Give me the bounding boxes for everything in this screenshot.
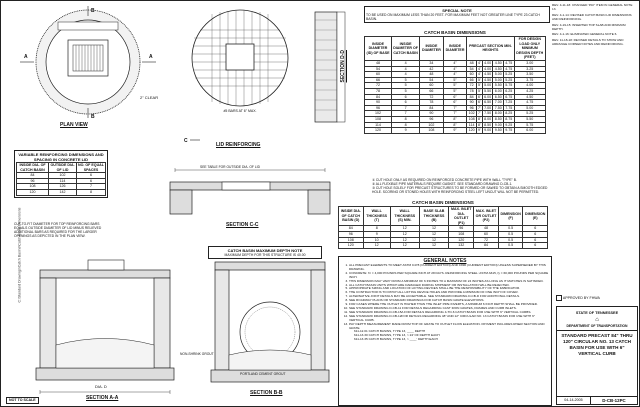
cbd2-cell: 0.5 (498, 237, 523, 243)
cbd1-cell: 96 (365, 105, 392, 111)
cbd2-cell: 84 (474, 243, 499, 249)
cbd1-cell: 4 (392, 66, 420, 72)
cbd2-cell: 12 (390, 231, 419, 237)
cbd1-cell: 114 (468, 122, 475, 127)
cbd1-cell: 7 (392, 111, 420, 117)
fhwa-approval (556, 295, 636, 301)
vr-cell: 6 (76, 173, 105, 179)
cbd1-cell: 42 (420, 66, 444, 72)
cbd1-cell: 5.50 (484, 88, 492, 93)
cbd1-cell: 5.25 (514, 111, 545, 117)
cbd1-row (365, 128, 546, 134)
cbd1-cell: 4.00 (514, 83, 545, 89)
cbd2-cell: 8 (363, 226, 390, 232)
cbd1-cell: 9.50 (494, 128, 502, 133)
label-see-table: SEE TABLE FOR OUTSIDE DIA. OF LID (200, 165, 260, 169)
cbd1-cell: 7.50 (494, 105, 502, 110)
cbd1-cell: 78 (420, 100, 444, 106)
cbd1-cell: 60 (467, 72, 477, 78)
variable-reinforcing-title: VARIABLE REINFORCING DIMENSIONS AND SPACING IN CONCRETE LID (18, 152, 104, 162)
cbd1-cell: 6.75 (505, 94, 513, 99)
label-clear: 2" CLEAR (140, 95, 159, 100)
general-note: 4. ALL CATCH BASIN UNITS WHICH ARE DAMAGED DURING SHIPMENT OR INSTALLATION WILL BE REJECTED. (349, 284, 550, 288)
drawing-number: D-CB-12PC (602, 398, 626, 403)
cbd2-header: WALL THICKNESS (T) (363, 207, 390, 226)
cbd1-cell: 66 (467, 77, 477, 83)
vr-cell: 6 (76, 178, 105, 184)
cb-dimensions-1-table (364, 36, 546, 134)
cbd1-cell: 6 (392, 100, 420, 106)
cbd1-cell: 5" (443, 88, 467, 94)
drawing-date: 04-14-2005 (557, 397, 591, 404)
cbd1-cell: 6 (392, 94, 420, 100)
cbd1-cell: 6' (478, 100, 481, 105)
cbd1-cell: 72 (365, 83, 392, 89)
cbd2-cell: 0.5 (498, 226, 523, 232)
cbd1-cell: 6.00 (514, 128, 545, 134)
variable-reinforcing-box (14, 150, 108, 198)
cbd1-cell: 48 (467, 60, 477, 66)
section-bb-title: SECTION B-B (250, 390, 283, 396)
pay-item: 611-12.01 CATCH BASINS, TYPE 13, ____ DEPTH (354, 329, 426, 334)
vr-cell: 102 (49, 173, 77, 179)
cbd1-cell: 3.75 (514, 77, 545, 83)
cb-dimensions-2 (338, 200, 548, 249)
vr-cell: 84 (17, 173, 49, 179)
pay-item: 611-13.35 CATCH BASINS, TYPE 13, > ____' DEPTH EACH (354, 337, 438, 342)
cbd1-cell: 3.00 (514, 60, 545, 66)
cbd1-cell: 7" (443, 105, 467, 111)
cbd1-cell: 6.25 (505, 88, 513, 93)
cbd1-cell: 4.50 (514, 94, 545, 100)
max-depth-note-title: CATCH BASIN MAXIMUM DEPTH NOTE (227, 248, 303, 253)
vr-header: INSIDE DIA. OF CATCH BASIN (17, 163, 49, 173)
lid-reinforcing (192, 10, 288, 113)
section-cc-title: SECTION C-C (226, 222, 259, 228)
cbd2-cell: 108 (449, 231, 474, 237)
cbd2-cell: 12 (419, 226, 448, 232)
margin-filepath: C:\Standard Drawings\Catch Basins\Catch Basin Dimensions (17, 207, 22, 303)
vr-row (17, 189, 106, 195)
cbd1-cell: 5.25 (505, 77, 513, 82)
cbd2-cell: 132 (449, 243, 474, 249)
general-note: 3. THIS DIMENSION MAY VARY FROM A MINIMUM OF 6 INCHES TO A MAXIMUM OF 24 INCHES AS LONG AS IT MATCHES IS SATISFIED. (349, 280, 550, 284)
cbd1-cell: 7.00 (484, 105, 492, 110)
variable-reinforcing-table (16, 162, 106, 196)
variable-reinforcing-note: CUT-TO-FIT DIAMETER FOR TOP REINFORCING BARS EQUALS OUTSIDE DIAMETER OF LID MINUS RELIEVED ADDITIONAL BARS AS REQUIRED FOR THE LARGER OPENINGS AS DEPICTED IN THE PLAN VIEW. (14, 222, 102, 238)
cbd2-cell: 96 (449, 226, 474, 232)
cbd1-cell: 9.25 (505, 122, 513, 127)
cbd1-cell: 5.00 (484, 83, 492, 88)
cbd2-header: BASE SLAB THICKNESS (B) (419, 207, 448, 226)
vr-cell: 126 (49, 184, 77, 190)
cbd2-header: MAX. INLET DIA. OUTLET (P1) (449, 207, 474, 226)
cb-dimensions-1-title: CATCH BASIN DIMENSIONS (424, 30, 486, 35)
cbd1-cell: 78 (467, 88, 477, 94)
cbd1-cell: 7.00 (494, 100, 502, 105)
general-note: 7. ALTERNATIVE JOINT DETAILS MAY BE ACCEPTABLE. SEE STANDARD DRAWING D-CB-D FOR ADDITIONAL DETAILS. (349, 295, 550, 299)
cbd1-cell: 72 (420, 94, 444, 100)
cbd2-cell: 12 (419, 243, 448, 249)
cbd1-cell: 120 (365, 128, 392, 134)
cbd1-cell: 84 (365, 94, 392, 100)
max-depth-note-box (208, 246, 322, 259)
cbd1-cell: 8.75 (505, 116, 513, 121)
svg-text:#5 BARS AT 6" MAX.: #5 BARS AT 6" MAX. (223, 109, 257, 113)
revision-note: REV. 4-11-18: CHANGED 'PAY' ITEM IN GENERAL NOTE 13. (552, 3, 633, 11)
cbd1-cell: 7.25 (505, 100, 513, 105)
cbd1-cell: 4' (478, 66, 481, 71)
cbd1-note-2-text: ALL FLEXIBLE PIPE MATERIALS REQUIRE GASKET. SEE STANDARD DRAWING D-CB-1. (375, 182, 513, 187)
cbd1-cell: 6.50 (494, 94, 502, 99)
special-note-text: TO BE USED ON MAXIMUM LESS THAN 20 FEET. FOR MAXIMUM FEET NOT GREATER LINE TYPE 23 CATCH BASIN. (366, 13, 540, 22)
cbd2-cell: 108 (339, 237, 364, 243)
vr-cell: 96 (17, 178, 49, 184)
cbd1-cell: 7' (478, 111, 481, 116)
cbd1-header: INSIDE DIAMETER OF CATCH BASIN (392, 37, 420, 61)
cbd1-cell: 5" (443, 77, 467, 83)
cbd1-cell: 8' (478, 122, 481, 127)
plan-view (20, 6, 159, 120)
cbd1-cell: 114 (365, 122, 392, 128)
cbd1-note-3-text: CUT HOLE SOLELY FOR PRECAST STRUCTURES TO BE FORMED OR SAWED TO OBTAIN A SMOOTH EDGED HOLE. SCORING OR STONED HOLES WITH REINFORCING STEEL LEFT UNCUT WILL NOT BE PERMITTED. (372, 186, 548, 195)
cbd1-cell: 5.00 (514, 105, 545, 111)
cbd1-cell: 96 (420, 116, 444, 122)
cbd1-cell: 5' (478, 83, 481, 88)
cbd2-cell: 0.5 (498, 231, 523, 237)
cbd1-cell: 4.00 (484, 66, 492, 71)
cbd1-cell: 4" (443, 60, 467, 66)
vr-cell: 8 (76, 189, 105, 195)
svg-text:A: A (149, 54, 153, 60)
cbd1-cell: 54 (467, 66, 477, 72)
label-dia-d: DIA. D (95, 384, 107, 389)
cbd2-cell: 6 (523, 237, 548, 243)
cbd2-cell: 0.5 (498, 243, 523, 249)
cbd1-note-1-text: CUT HOLE ONLY AS REQUIRED ON REINFORCED CONCRETE PIPE WITH WALL "TYPE" B. (375, 178, 517, 182)
cbd1-cell: 7 (392, 105, 420, 111)
cbd1-cell: 9.00 (494, 122, 502, 127)
general-notes-box (338, 256, 552, 406)
pay-items (354, 330, 550, 342)
cbd1-cell: 90 (365, 100, 392, 106)
cbd1-cell: 102 (365, 111, 392, 117)
general-notes-title: GENERAL NOTES (423, 258, 467, 264)
dept-name: DEPARTMENT OF TRANSPORTATION (566, 324, 628, 328)
cbd2-cell: 12 (390, 237, 419, 243)
cbd2-header: MAX. INLET OR OUTLET (P2) (474, 207, 499, 226)
cbd1-cell: 8.50 (484, 122, 492, 127)
cbd1-cell: 8" (443, 122, 467, 128)
cbd2-header: WALL THICKNESS (S) MIN. (390, 207, 419, 226)
cb-dimensions-1 (364, 30, 546, 134)
revision-note: REV. 4-19-15: INSERTED TOP SLAB AND MINIMUM DEPTH. (552, 22, 626, 31)
cbd1-cell: 8 (392, 116, 420, 122)
approval-stamp-text: APPROVED BY FHWA (562, 295, 600, 300)
cbd1-note-2: ② ALL FLEXIBLE PIPE MATERIALS REQUIRE GASKET. SEE STANDARD DRAWING D-CB-1. (372, 182, 513, 187)
vr-cell: 108 (17, 184, 49, 190)
cbd1-cell: 3.50 (514, 72, 545, 78)
cbd2-cell: 12 (390, 243, 419, 249)
cbd1-cell: 66 (420, 88, 444, 94)
cbd2-row (339, 243, 548, 249)
cbd1-cell: 4.75 (505, 66, 513, 71)
cbd2-cell: 6 (523, 231, 548, 237)
cbd1-cell: 8.50 (494, 116, 502, 121)
cbd1-cell: 8.00 (484, 116, 492, 121)
title-block (556, 306, 638, 405)
cbd1-cell: 48 (420, 72, 444, 78)
section-cc (170, 168, 330, 214)
cbd1-header: INSIDE DIAMETER (443, 37, 467, 61)
cbd2-cell: 12 (390, 226, 419, 232)
cbd1-cell: 4 (392, 72, 420, 78)
cbd1-note-3: ③ CUT HOLE SOLELY FOR PRECAST STRUCTURES TO BE FORMED OR SAWED TO OBTAIN A SMOOTH EDGED HOLE. SCORING OR STONED HOLES WITH REINFORCING STEEL LEFT UNCUT WILL NOT BE PERMITTED. (372, 186, 548, 195)
cbd1-cell: 5.75 (514, 122, 545, 128)
cbd1-cell: 7' (478, 105, 481, 110)
cbd1-cell: 4' (478, 60, 481, 65)
cbd1-cell: 3.25 (514, 66, 545, 72)
vr-cell: 142 (49, 189, 77, 195)
cbd2-cell: 96 (339, 231, 364, 237)
cbd1-cell: 108 (468, 116, 475, 121)
svg-text:C: C (184, 138, 188, 144)
cbd1-cell: 5.25 (505, 72, 513, 77)
cbd2-cell: 84 (339, 226, 364, 232)
cbd1-cell: 96 (467, 105, 477, 111)
cbd1-cell: 102 (468, 111, 475, 116)
cbd1-cell: 8.00 (494, 111, 502, 116)
section-aa-title: SECTION A-A (86, 395, 119, 401)
general-note: 2. CONCRETE: f'c = 4,000 POUNDS PER SQUARE INCH AT 28 DAYS. REINFORCING STEEL: ASTM A615, fy = 60,000 POUNDS PER SQUARE INCH. (349, 272, 550, 280)
cbd1-cell: 5.00 (494, 77, 502, 82)
cbd2-cell: 120 (449, 237, 474, 243)
cbd1-header: INSIDE DIAMETER (ID) OF BASE (365, 37, 392, 61)
cbd1-cell: 8 (392, 122, 420, 128)
cbd1-cell: 4.50 (484, 72, 492, 77)
cbd1-cell: 84 (420, 105, 444, 111)
general-note: 5. APPROPRIATE SIZING AND LOCATION OF LIFTING DEVICES SHALL BE THE RESPONSIBILITY OF THE FABRICATOR. (349, 287, 550, 291)
revision-note: REV. 4-1-14: REVISED CATCH BASIN LID DIMENSIONS AND REINFORCING. (552, 12, 632, 21)
revisions (552, 4, 636, 49)
cbd1-cell: 5' (478, 88, 481, 93)
drawing-title: STANDARD PRECAST 84" THRU 120" CIRCULAR NO. 13 CATCH BASIN FOR USE WITH 6" VERTICAL CURB (561, 333, 633, 356)
cbd1-cell: 5.75 (505, 83, 513, 88)
vr-header: NO. OF EQUAL SPACES (78, 163, 104, 172)
cbd1-cell: 7.50 (484, 111, 492, 116)
cbd1-cell: 6.00 (484, 94, 492, 99)
general-note: 13. PAY DEPTH MEASUREMENT MADE FROM TOP OF GRATE TO OUTLET FLOW ELEVATION. PAYMENT INCLUDES RISER SECTION AND GRATE. (349, 323, 550, 331)
cbd1-cell: 120 (468, 128, 475, 133)
cbd1-cell: 5 (392, 88, 420, 94)
cbd1-cell: 5.50 (514, 116, 545, 122)
cbd1-cell: 54 (420, 77, 444, 83)
cbd2-cell: 60 (474, 231, 499, 237)
cbd1-cell: 78 (365, 88, 392, 94)
cbd1-cell: 4.00 (484, 60, 492, 65)
cbd1-cell: 102 (420, 122, 444, 128)
tdot-logo: ⌂ (595, 317, 599, 323)
special-note-box (364, 6, 550, 23)
vr-cell: 7 (76, 184, 105, 190)
general-note: 9. FOR CASES WHERE THE OUTLET IS HIGHER THAN THE INLET PIPE INVERTS, A MINIMUM 6 INCH DEPTH SHALL BE PROVIDED. (349, 303, 550, 307)
cbd1-cell: 8.25 (505, 111, 513, 116)
cbd1-header: INSIDE DIAMETER (420, 37, 444, 61)
cbd1-cell: 4.75 (514, 100, 545, 106)
cbd1-header: PRECAST SECTION MIN. HEIGHTS (467, 37, 514, 61)
section-aa (36, 260, 174, 394)
cbd1-cell: 8" (443, 116, 467, 122)
cbd1-cell: 8' (478, 116, 481, 121)
svg-text:B: B (91, 114, 95, 120)
pay-item: 611-13.30 CATCH BASINS, TYPE 13, > 24' OF DEPTH EACH (354, 333, 440, 338)
cbd1-cell: 6.00 (494, 88, 502, 93)
cbd1-cell: 72 (467, 83, 477, 89)
cbd1-cell: 90 (467, 100, 477, 106)
revision-note: REV. 4-1-16: ELIMINATED GENERAL NOTE 6. (552, 32, 618, 37)
cbd1-cell: 4' (478, 72, 481, 77)
cbd1-cell: 4.50 (484, 77, 492, 82)
cbd1-cell: 6" (443, 94, 467, 100)
cbd1-cell: 9.00 (484, 128, 492, 133)
cbd2-cell: 120 (339, 243, 364, 249)
general-notes-list (340, 264, 550, 330)
not-to-scale: NOT TO SCALE (6, 397, 39, 404)
cbd1-cell: 108 (420, 128, 444, 134)
section-marker-c (184, 138, 200, 144)
cbd1-cell: 66 (365, 77, 392, 83)
cbd1-cell: 9 (392, 128, 420, 134)
section-bb (211, 262, 329, 382)
approval-box-icon (556, 295, 562, 301)
plan-view-title: PLAN VIEW (60, 122, 88, 128)
revision-note: REV. 11-18-18: REVISED DETAILS TO SHOW AND ARRANGE CORNER NOTES AND REINFORCING. (552, 38, 624, 47)
cbd1-cell: 4.75 (505, 60, 513, 65)
cbd1-cell: 9' (478, 128, 481, 133)
vr-header: OUTSIDE DIA. OF LID (50, 163, 75, 172)
cbd2-cell: 6 (523, 243, 548, 249)
cbd2-cell: 6 (523, 226, 548, 232)
general-note: 8. SEE ROADWAY PLANS OR STANDARD DRAWINGS FOR CATCH BASIN GRATE ELEVATIONS. (349, 299, 550, 303)
lid-reinforcing-title: LID REINFORCING (216, 142, 261, 148)
cbd2-cell: 10 (363, 237, 390, 243)
svg-text:A: A (24, 54, 28, 60)
cbd2-header: DIMENSION (E) (523, 207, 548, 226)
general-note: 6. THE CONTRACTOR IS TO PATCH ALL LIFTING DEVICE HOLES AND PROVIDE A MINIMUM OF ONE INCH OF COVER. (349, 291, 550, 295)
cbd1-cell: 5.50 (494, 83, 502, 88)
cbd1-cell: 84 (467, 94, 477, 100)
label-non-shrink: NON-SHRINK GROUT (180, 352, 214, 356)
cbd1-cell: 90 (420, 111, 444, 117)
cbd1-cell: 9" (443, 128, 467, 134)
max-depth-note-text: MAXIMUM DEPTH FOR THIS STRUCTURE IS 40.00 (224, 253, 306, 257)
cbd1-cell: 7" (443, 111, 467, 117)
cbd1-cell: 6.50 (484, 100, 492, 105)
cbd2-cell: 72 (474, 237, 499, 243)
general-note: 11. SEE STANDARD DRAWING D-CB-15A FOR DETAILS REGARDING 4-TO-6 CATCH BASIN FOR USE WITH 6" VERTICAL CURBS. (349, 311, 550, 315)
cbd1-cell: 34 (420, 60, 444, 66)
state-name: STATE OF TENNESSEE (575, 311, 619, 315)
cbd1-cell: 6" (443, 100, 467, 106)
cbd1-cell: 4.25 (514, 88, 545, 94)
svg-text:B: B (91, 8, 95, 14)
cbd1-cell: 48 (365, 60, 392, 66)
cbd1-cell: 4.50 (494, 60, 502, 65)
cbd1-cell: 108 (365, 116, 392, 122)
cbd1-cell: 7.75 (505, 105, 513, 110)
vr-cell: 114 (49, 178, 77, 184)
cbd1-cell: 6' (478, 94, 481, 99)
cbd1-cell: 60 (365, 72, 392, 78)
cbd2-cell: 12 (419, 237, 448, 243)
cbd1-note-1: ① CUT HOLE ONLY AS REQUIRED ON REINFORCED CONCRETE PIPE WITH WALL "TYPE" B. (372, 178, 517, 182)
cb-dimensions-2-title: CATCH BASIN DIMENSIONS (412, 200, 474, 205)
cbd2-header: INSIDE DIA. OF CATCH BASIN (D) (339, 207, 364, 226)
cbd2-header: DIMENSION (F) (498, 207, 523, 226)
cbd1-cell: 4 (392, 60, 420, 66)
cbd2-cell: 9 (363, 231, 390, 237)
general-note: 10. SEE STANDARD DRAWING D-CB-11 FOR DETAILS REGARDING CAST IRON GRATES, FRAMES AND CURB INLETS. (349, 307, 550, 311)
cbd1-cell: 54 (365, 66, 392, 72)
cbd1-cell: 4.50 (494, 66, 502, 71)
section-dd-title: SECTION D-D (340, 50, 346, 83)
cbd1-cell: 9.75 (505, 128, 513, 133)
cbd1-cell: 5" (443, 83, 467, 89)
cb-dimensions-1-notes (372, 178, 548, 194)
cbd2-cell: 12 (419, 231, 448, 237)
cbd1-cell: 5' (478, 77, 481, 82)
special-note-title: SPECIAL NOTE (442, 8, 472, 13)
cbd1-cell: 60 (420, 83, 444, 89)
cbd1-cell: 4" (443, 72, 467, 78)
general-note: 1. ALL PRECAST ELEMENTS TO MEET ASTM C478 (CURRENT EDITION) AND C890 (CURRENT EDITION) UNLESS SUPERSEDED BY THIS DRAWING. (349, 264, 550, 272)
cbd2-cell: 48 (474, 226, 499, 232)
cbd1-cell: 4" (443, 66, 467, 72)
label-grout: PORTLAND CEMENT GROUT (240, 372, 286, 376)
cbd1-cell: 5 (392, 83, 420, 89)
general-note: 12. SEE STANDARD DRAWING D-CB-12FOR DETAILS REGARDING 48" AND 12" CIRCULAR NO. 13 CATCH BASIN FOR USE WITH 6" VERTICAL CURB. (349, 315, 550, 323)
cb-dimensions-2-table (338, 206, 548, 249)
cbd1-header: FOR DESIGN LOAD ONLY MINIMUM DESIGN DEPTH (FEET) (514, 37, 545, 61)
cbd1-cell: 5 (392, 77, 420, 83)
cbd1-cell: 5.00 (494, 72, 502, 77)
cbd2-cell: 12 (363, 243, 390, 249)
vr-cell: 120 (17, 189, 49, 195)
